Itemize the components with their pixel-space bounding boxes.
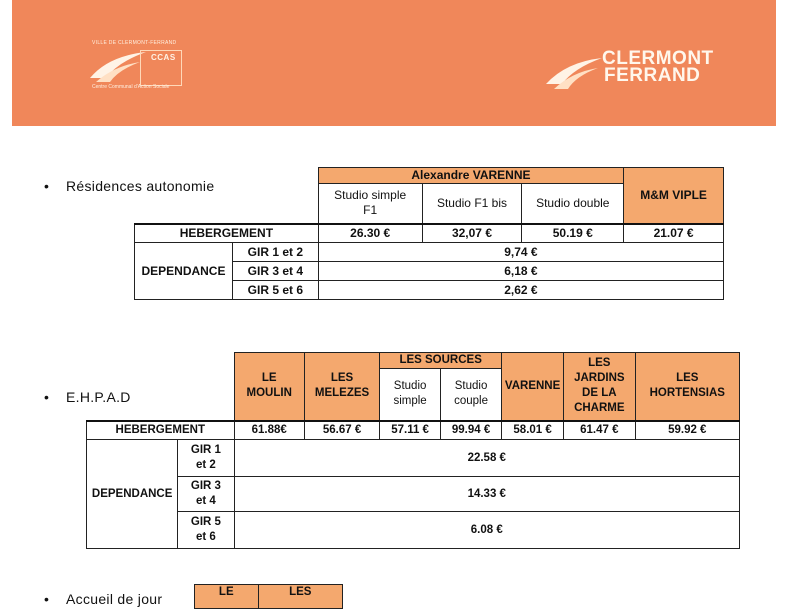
gir-value: 9,74 €	[318, 243, 723, 262]
gir-label: GIR 5 et 6	[178, 512, 234, 549]
residences-title: Résidences autonomie	[66, 178, 215, 194]
column-header-jardins-de-la-charme: LES JARDINS DE LA CHARME	[564, 353, 635, 421]
gir-value: 2,62 €	[318, 281, 723, 300]
gir-label: GIR 5 et 6	[232, 281, 318, 300]
gir-value: 6.08 €	[234, 512, 739, 549]
les-sources-group-header: LES SOURCES	[380, 353, 502, 369]
column-header-les-hortensias: LES HORTENSIAS	[635, 353, 739, 421]
column-header-le-moulin: LE MOULIN	[234, 353, 304, 421]
column-header-studio-bis: Studio F1 bis	[422, 184, 522, 224]
column-header-les: LES	[258, 585, 342, 609]
column-header-les-melezes: LES MELEZES	[304, 353, 379, 421]
ehpad-table	[86, 352, 740, 549]
column-header-studio-double: Studio double	[522, 184, 624, 224]
hebergement-value: 57.11 €	[380, 421, 441, 440]
gir-value: 6,18 €	[318, 262, 723, 281]
ccas-logo	[80, 38, 210, 94]
hebergement-value: 21.07 €	[624, 224, 724, 243]
ccas-logo-bottom-text: Centre Communal d'Action Sociale	[92, 84, 170, 90]
gir-label: GIR 1 et 2	[232, 243, 318, 262]
accueil-title: Accueil de jour	[66, 591, 163, 607]
column-header-varenne: VARENNE	[502, 353, 564, 421]
bullet-marker: •	[44, 389, 49, 405]
ehpad-title: E.H.P.A.D	[66, 389, 131, 405]
hebergement-value: 32,07 €	[422, 224, 522, 243]
dependance-label: DEPENDANCE	[135, 243, 233, 300]
gir-label: GIR 1 et 2	[178, 440, 234, 477]
hebergement-label: HEBERGEMENT	[135, 224, 319, 243]
column-header-studio-simple: Studio simple	[380, 369, 441, 421]
header-banner	[12, 0, 776, 126]
hebergement-value: 59.92 €	[635, 421, 739, 440]
residences-table	[134, 167, 724, 300]
bullet-marker: •	[44, 591, 49, 607]
clermont-ferrand-logo	[542, 48, 742, 98]
viple-column-header: M&M VIPLE	[624, 168, 724, 224]
hebergement-value: 61.88€	[234, 421, 304, 440]
gir-value: 22.58 €	[234, 440, 739, 477]
hebergement-value: 50.19 €	[522, 224, 624, 243]
dependance-label: DEPENDANCE	[87, 440, 178, 549]
accueil-table	[194, 584, 343, 609]
clermont-swoosh-icon	[544, 56, 604, 90]
gir-value: 14.33 €	[234, 477, 739, 512]
hebergement-value: 99.94 €	[440, 421, 501, 440]
ccas-acronym: CCAS	[151, 53, 176, 62]
column-header-le: LE	[195, 585, 259, 609]
hebergement-value: 26.30 €	[318, 224, 422, 243]
gir-label: GIR 3 et 4	[232, 262, 318, 281]
column-header-studio-simple: Studio simple F1	[318, 184, 422, 224]
ccas-swoosh-icon	[88, 48, 148, 84]
varenne-group-header: Alexandre VARENNE	[318, 168, 623, 184]
hebergement-value: 56.67 €	[304, 421, 379, 440]
wordmark-line-2: FERRAND	[604, 65, 701, 86]
bullet-marker: •	[44, 178, 49, 194]
hebergement-value: 61.47 €	[564, 421, 635, 440]
hebergement-label: HEBERGEMENT	[87, 421, 235, 440]
ccas-logo-top-text: VILLE DE CLERMONT-FERRAND	[92, 40, 177, 46]
clermont-ferrand-wordmark	[602, 50, 714, 84]
gir-label: GIR 3 et 4	[178, 477, 234, 512]
hebergement-value: 58.01 €	[502, 421, 564, 440]
column-header-studio-couple: Studio couple	[440, 369, 501, 421]
wordmark-line-1: CLERMONT	[602, 48, 714, 69]
